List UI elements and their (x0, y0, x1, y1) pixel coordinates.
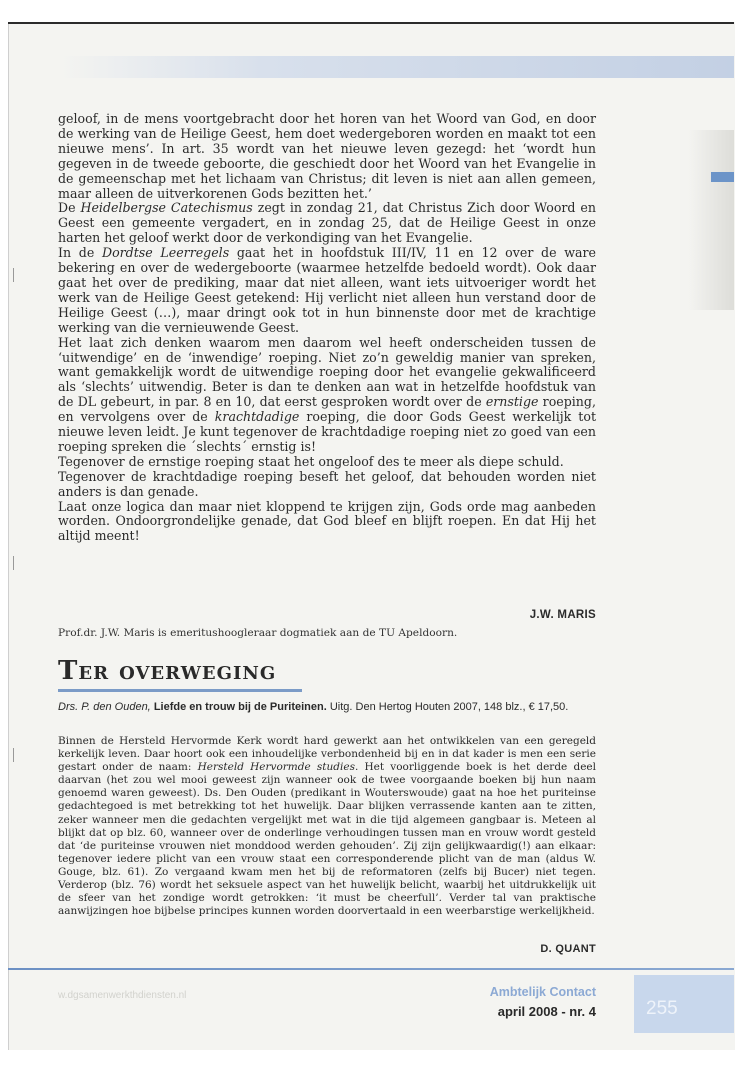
section-title: Ter overweging (58, 656, 277, 686)
book-title: Liefde en trouw bij de Puriteinen. (153, 701, 327, 713)
article-paragraph: Tegenover de krachtdadige roeping beseft het geloof, dat behouden worden niet anders is dan genade. (58, 468, 596, 499)
author-signature: J.W. MARIS (529, 609, 596, 621)
magazine-name: Ambtelijk Contact (489, 985, 596, 999)
margin-mark (13, 748, 14, 762)
reference-title: Dordtse Leerregels (101, 245, 230, 261)
book-publisher: Uitg. Den Hertog Houten 2007, 148 blz., € 17,50. (326, 701, 569, 713)
article-paragraph: In de Dordtse Leerregels gaat het in hoofdstuk III/IV, 11 en 12 over de ware bekering en over de wedergeboorte (waarmee hetzelfde bedoeld wordt). Ook daar gaat het over de prediking, maar dat niet alleen, want iets uitvoeriger wordt het werk van de Heilige Geest getekend: Hij verlicht niet alleen hun verstand door de Heilige Geest (…), maar dringt ook tot in hun binnenste door met de krachtige werking van die vernieuwende Geest. (58, 245, 596, 335)
book-author: Drs. P. den Ouden, (58, 701, 151, 713)
side-tab-marker (711, 172, 734, 182)
side-shade (688, 130, 734, 310)
review-body: Binnen de Hersteld Hervormde Kerk wordt hard gewerkt aan het ontwikkelen van een geregeld kerkelijk leven. Daar hoort ook een inhoudelijke verbondenheid bij en in dat kader is men een serie gestart onder de naam: Hersteld Hervormde studies. Het voorliggende boek is het derde deel daarvan (het zou wel mooi geweest zijn wanneer ook de twee voorgaande boeken bij hun naam genoemd waren geweest). Ds. Den Ouden (predikant in Wouterswoude) gaat na hoe het puriteinse gedachtegoed is met betrekking tot het huwelijk. Daar blijken verrassende kanten aan te zitten, zeker wanneer men die gedachten vergelijkt met wat in die tijd algemeen gangbaar is. Meteen al blijkt dat op blz. 60, wanneer over de onderlinge verhoudingen tussen man en vrouw wordt gesteld dat ‘de puriteinse vrouwen niet monddood werden gehouden’. Zij zijn gelijkwaardig(!) aan elkaar: tegenover iedere plicht van een vrouw staat een corresponderende plicht van de man (aldus W. Gouge, blz. 61). Zo vergaand kwam men het bij de reformatoren (zelfs bij Bucer) niet tegen. Verderop (blz. 76) wordt het seksuele aspect van het huwelijk belicht, waarbij het uitdrukkelijk uit de sfeer van het zondige wordt getrokken: ‘it must be cheerfull’. Verder tal van praktische aanwijzingen hoe bijbelse principes kunnen worden doorvertaald in een weerbarstige werkelijkheid. (58, 735, 596, 918)
article-paragraph: geloof, in de mens voortgebracht door het horen van het Woord van God, en door de werking van de Heilige Geest, hem doet wedergeboren worden en maakt tot een nieuwe mens’. In art. 35 wordt van het nieuwe leven gezegd: het ‘wordt hun gegeven in de tweede geboorte, die geschiedt door het Woord van het Evangelie in de gemeenschap met het lichaam van Christus; dit leven is niet aan allen gemeen, maar alleen de uitverkorenen Gods bezitten het.’ (58, 111, 596, 201)
article-paragraph: Het laat zich denken waarom men daarom wel heeft onderscheiden tussen de ‘uitwendige’ en de ‘inwendige’ roeping. Niet zo’n geweldig manier van spreken, want gemakkelijk wordt de uitwendige roeping door het evangelie gekwalificeerd als ‘slechts’ uitwendig. Beter is dan te denken aan wat in hetzelfde hoofdstuk van de DL gebeurt, in par. 8 en 10, dat eerst gesproken wordt over de ernstige roeping, en vervolgens over de krachtdadige roeping, die door Gods Geest werkelijk tot nieuwe leven leidt. Je kunt tegenover de krachtdadige roeping niet zo goed van een roeping spreken die ´slechts´ ernstig is! (58, 334, 596, 454)
header-blue-band (60, 56, 734, 78)
footer-rule (8, 968, 734, 970)
page-top-edge (8, 22, 734, 24)
article-paragraph: De Heidelbergse Catechismus zegt in zondag 21, dat Christus Zich door Woord en Geest een gemeente vergadert, en in zondag 25, dat de Heilige Geest in onze harten het geloof werkt door de verkondiging van het Evangelie. (58, 200, 596, 246)
reviewer-signature: D. QUANT (540, 943, 596, 955)
margin-mark (13, 556, 14, 570)
book-info (58, 701, 596, 715)
reference-title: Heidelbergse Catechismus (80, 200, 253, 216)
author-bio: Prof.dr. J.W. Maris is emeritushoogleraar dogmatiek aan de TU Apeldoorn. (58, 627, 458, 639)
article-paragraph: Tegenover de ernstige roeping staat het ongeloof des te meer als diepe schuld. (58, 453, 564, 469)
article-body (58, 112, 596, 544)
margin-mark (13, 268, 14, 282)
issue-info: april 2008 - nr. 4 (497, 1004, 596, 1019)
article-paragraph: Laat onze logica dan maar niet kloppend te krijgen zijn, Gods orde mag aanbeden worden. Ondoorgrondelijke genade, dat God bleef en blijft roepen. En dat Hij het altijd meent! (58, 498, 596, 544)
series-title: Hersteld Hervormde studies. (197, 761, 359, 774)
section-title-underline (58, 689, 302, 692)
page-number: 255 (646, 998, 678, 1019)
footer-faint-text: w.dgsamenwerkthdiensten.nl (58, 990, 187, 1001)
